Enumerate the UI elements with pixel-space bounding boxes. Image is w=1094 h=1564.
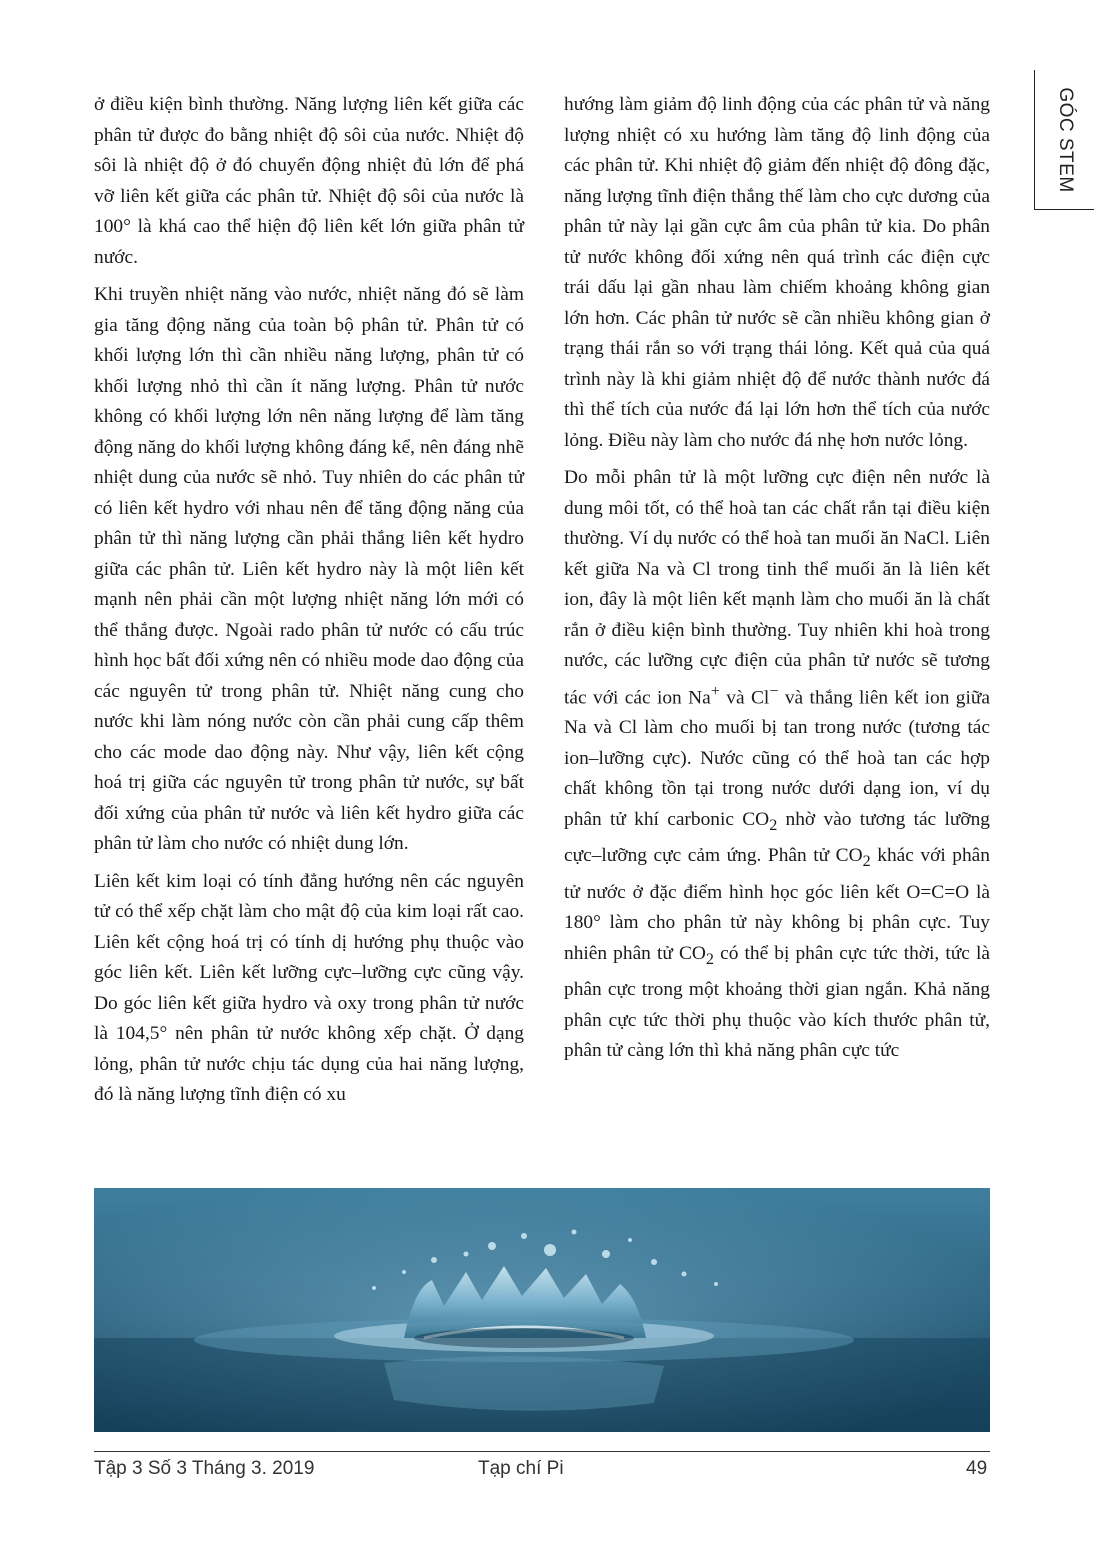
section-tab [1034, 70, 1094, 210]
subscript-two: 2 [862, 853, 871, 871]
left-column [94, 90, 524, 1118]
left-paragraph-1: ở điều kiện bình thường. Năng lượng liên kết giữa các phân tử được đo bằng nhiệt độ sôi của nước. Nhiệt độ sôi là nhiệt độ ở đó chuyển động nhiệt đủ lớn để phá vỡ liên kết giữa các phân tử. Nhiệt độ sôi của nước là 100° là khá cao thể hiện độ liên kết lớn giữa phân tử nước. [94, 94, 524, 268]
text-run: và thắng liên kết ion giữa Na và Cl làm cho muối bị tan trong nước (tương tác ion–lưỡng cực). Nước cũng có thể hoà tan các hợp chất không tồn tại trong nước dưới dạng ion, ví dụ phân tử khí carbonic CO [564, 686, 990, 830]
right-paragraph-2 [564, 463, 990, 1067]
left-paragraph-2: Khi truyền nhiệt năng vào nước, nhiệt năng đó sẽ làm gia tăng động năng của toàn bộ phân tử. Phân tử có khối lượng lớn thì cần nhiều năng lượng, phân tử có khối lượng nhỏ thì cần ít năng lượng. Phân tử nước không có khối lượng lớn nên năng lượng để làm tăng động năng do khối lượng không đáng kể, nên đáng nhẽ nhiệt dung của nước sẽ nhỏ. Tuy nhiên do các phân tử có liên kết hydro với nhau nên để tăng động năng của phân tử thì năng lượng cần phải thắng liên kết hydro giữa các phân tử. Liên kết hydro này là một liên kết mạnh nên phải cần một lượng nhiệt năng lớn mới có thể thắng được. Ngoài rado phân tử nước có cấu trúc hình học bất đối xứng nên có nhiều mode dao động của các nguyên tử trong phân tử. Nhiệt năng cung cho nước khi làm nóng nước còn cần phải cung cấp thêm cho các mode dao động này. Như vậy, liên kết cộng hoá trị giữa các nguyên tử trong phân tử nước, sự bất đối xứng của phân tử nước và liên kết hydro giữa các phân tử làm cho nước có nhiệt dung lớn. [94, 284, 525, 854]
footer-divider [94, 1451, 990, 1452]
subscript-two: 2 [769, 816, 778, 834]
text-run: khác với phân tử nước ở đặc điểm hình học góc liên kết O=C=O là 180° làm cho phân tử này không bị phân cực. Tuy nhiên phân tử CO [564, 845, 990, 964]
subscript-two: 2 [705, 950, 714, 968]
text-run: nhờ vào tương tác lưỡng cực–lưỡng cực cảm ứng. Phân tử CO [564, 808, 990, 867]
right-paragraph-1: hướng làm giảm độ linh động của các phân tử và năng lượng nhiệt có xu hướng làm tăng độ linh động của các phân tử. Khi nhiệt độ giảm đến nhiệt độ đông đặc, năng lượng tĩnh điện thắng thế làm cho cực dương của phân tử này lại gần cực âm của phân tử kia. Do phân tử nước không đối xứng nên quá trình các điện cực trái dấu lại gần nhau làm chiếm khoảng không gian lớn hơn. Các phân tử nước sẽ cần nhiều không gian ở trạng thái rắn so với trạng thái lỏng. Kết quả của quá trình này là khi giảm nhiệt độ để nước thành nước đá thì thể tích của nước đá lại lớn hơn thể tích của nước lỏng. Điều này làm cho nước đá nhẹ hơn nước lỏng. [564, 94, 990, 451]
journal-name: Tạp chí Pi [478, 1458, 564, 1479]
water-splash-photo [94, 1188, 990, 1432]
right-column [564, 90, 990, 1074]
page-number: 49 [966, 1458, 988, 1479]
superscript-minus: − [769, 682, 779, 700]
text-run: và Cl [719, 686, 770, 708]
superscript-plus: + [710, 682, 720, 700]
issue-info: Tập 3 Số 3 Tháng 3. 2019 [94, 1458, 315, 1479]
text-run: Do mỗi phân tử là một lưỡng cực điện nên nước là dung môi tốt, có thể hoà tan các chất rắn tại điều kiện thường. Ví dụ nước có thể hoà tan muối ăn NaCl. Liên kết giữa Na và Cl trong tinh thể muối ăn là liên kết ion, đây là một liên kết mạnh làm cho muối ăn là chất rắn ở điều kiện bình thường. Tuy nhiên khi hoà trong nước, các lưỡng cực điện của phân tử nước sẽ tương tác với các ion Na [564, 467, 990, 708]
text-run: có thể bị phân cực tức thời, tức là phân cực trong một khoảng thời gian ngắn. Khả năng phân cực tức thời phụ thuộc vào kích thước phân tử, phân tử càng lớn thì khả năng phân cực tức [564, 942, 990, 1062]
left-paragraph-3: Liên kết kim loại có tính đẳng hướng nên các nguyên tử có thể xếp chặt làm cho mật độ của kim loại rất cao. Liên kết cộng hoá trị có tính dị hướng phụ thuộc vào góc liên kết. Liên kết lưỡng cực–lưỡng cực cũng vậy. Do góc liên kết giữa hydro và oxy trong phân tử nước là 104,5° nên phân tử nước không xếp chặt. Ở dạng lỏng, phân tử nước chịu tác dụng của hai năng lượng, đó là năng lượng tĩnh điện có xu [94, 870, 524, 1105]
water-splash-illustration [94, 1188, 990, 1432]
section-tab-label: GÓC STEM [1055, 87, 1076, 193]
